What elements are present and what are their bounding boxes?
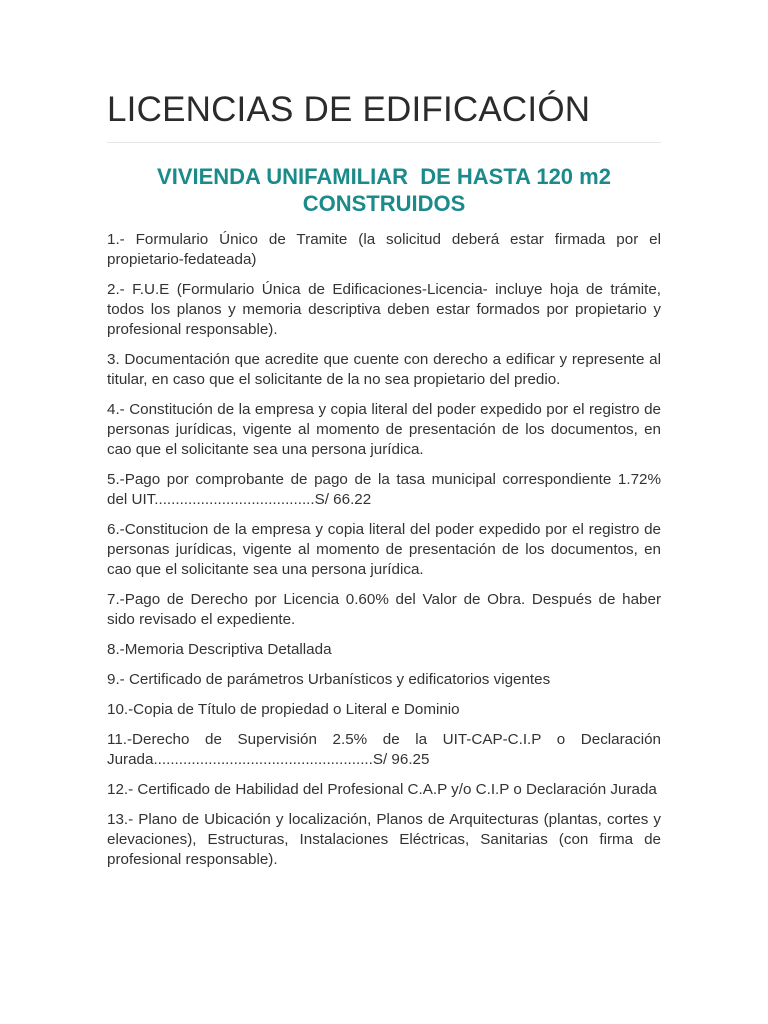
list-item: 10.-Copia de Título de propiedad o Literal e Dominio: [107, 701, 460, 718]
list-item: 9.- Certificado de parámetros Urbanísticos y edificatorios vigentes: [107, 671, 551, 688]
list-item: 12.- Certificado de Habilidad del Profesional C.A.P y/o C.I.P o Declaración Jurada: [107, 781, 657, 798]
list-item: 4.- Constitución de la empresa y copia literal del poder expedido por el registro de personas jurídicas, vigente al momento de presentación de los documentos, en cao que el solicitante sea una persona jurídica.: [107, 401, 661, 458]
list-item: 2.- F.U.E (Formulario Única de Edificaciones-Licencia- incluye hoja de trámite, todos los planos y memoria descriptiva deben estar formados por propietario y profesional responsable).: [107, 281, 661, 338]
list-item: 13.- Plano de Ubicación y localización, Planos de Arquitecturas (plantas, cortes y elevaciones), Estructuras, Instalaciones Eléctricas, Sanitarias (con firma de profesional responsable).: [107, 811, 661, 868]
page-title: LICENCIAS DE EDIFICACIÓN: [107, 90, 591, 129]
section-subtitle: VIVIENDA UNIFAMILIAR DE HASTA 120 m2 CONSTRUIDOS: [157, 164, 618, 216]
document-page: [107, 88, 661, 880]
list-item: 7.-Pago de Derecho por Licencia 0.60% del Valor de Obra. Después de haber sido revisado el expediente.: [107, 591, 661, 628]
title-divider: [107, 142, 661, 143]
requirements-list: [107, 230, 661, 870]
list-item: 1.- Formulario Único de Tramite (la solicitud deberá estar firmada por el propietario-fedateada): [107, 231, 661, 268]
list-item: 11.-Derecho de Supervisión 2.5% de la UIT-CAP-C.I.P o Declaración Jurada....................................................S/ 96.25: [107, 731, 661, 768]
list-item: 5.-Pago por comprobante de pago de la tasa municipal correspondiente 1.72% del UIT......................................S/ 66.22: [107, 471, 661, 508]
list-item: 3. Documentación que acredite que cuente con derecho a edificar y represente al titular, en caso que el solicitante de la no sea propietario del predio.: [107, 351, 661, 388]
list-item: 8.-Memoria Descriptiva Detallada: [107, 641, 332, 658]
list-item: 6.-Constitucion de la empresa y copia literal del poder expedido por el registro de personas jurídicas, vigente al momento de presentación de los documentos, en cao que el solicitante sea una persona jurídica.: [107, 521, 661, 578]
